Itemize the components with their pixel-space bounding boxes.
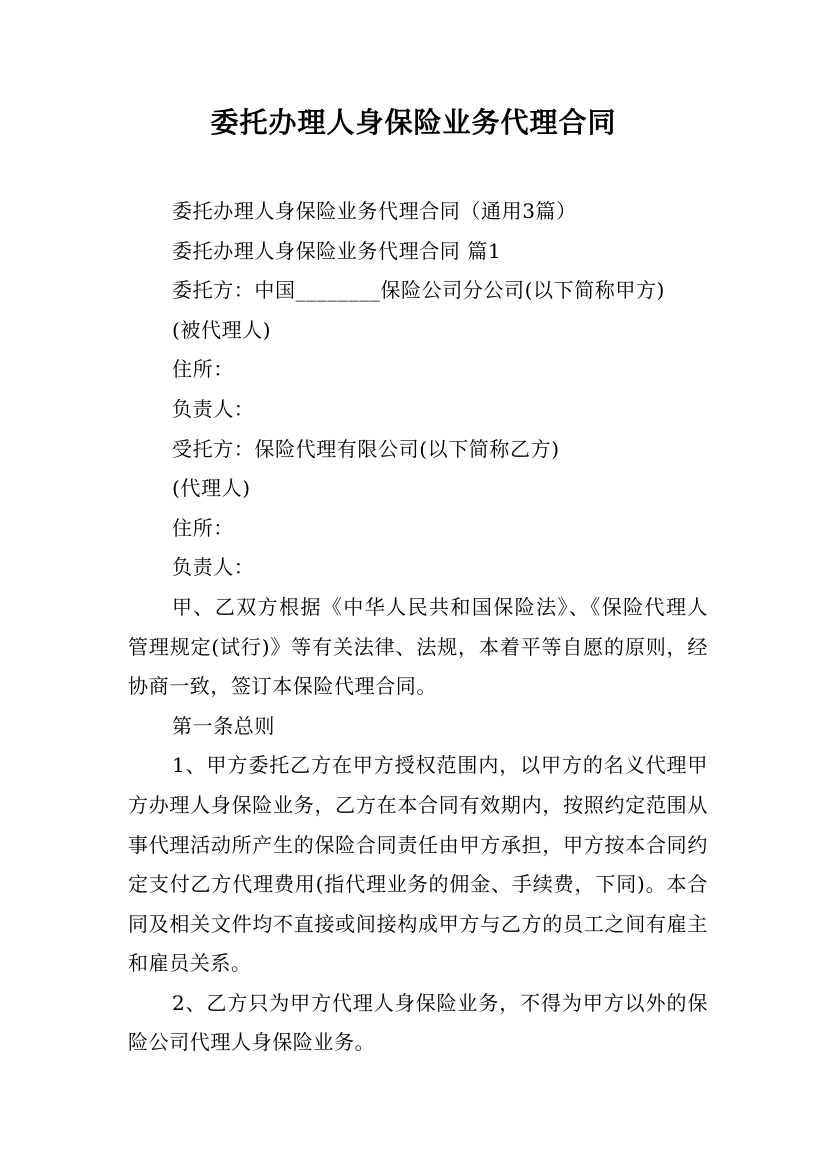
paragraph-clause-2: 2、乙方只为甲方代理人身保险业务，不得为甲方以外的保险公司代理人身保险业务。 bbox=[128, 990, 708, 1055]
paragraph-preamble: 甲、乙双方根据《中华人民共和国保险法》、《保险代理人管理规定(试行)》等有关法律、法规，本着平等自愿的原则，经协商一致，签订本保险代理合同。 bbox=[128, 594, 708, 699]
paragraph-clause-1: 1、甲方委托乙方在甲方授权范围内，以甲方的名义代理甲方办理人身保险业务，乙方在本合同有效期内，按照约定范围从事代理活动所产生的保险合同责任由甲方承担，甲方按本合同约定支付乙方代理费用(指代理业务的佣金、手续费，下同)。本合同及相关文件均不直接或间接构成甲方与乙方的员工之间有雇主和雇员关系。 bbox=[128, 753, 708, 976]
document-title: 委托办理人身保险业务代理合同 bbox=[210, 106, 617, 139]
paragraph-agent: 受托方：保险代理有限公司(以下简称乙方) bbox=[172, 436, 560, 461]
paragraph-subtitle: 委托办理人身保险业务代理合同（通用3篇） bbox=[172, 199, 577, 223]
paragraph-section-heading: 委托办理人身保险业务代理合同 篇1 bbox=[172, 238, 502, 263]
paragraph-article-one-heading: 第一条总则 bbox=[172, 713, 275, 738]
paragraph-agent-role: (代理人) bbox=[172, 476, 251, 501]
paragraph-principal-representative: 负责人： bbox=[172, 396, 255, 421]
document-body bbox=[128, 192, 708, 1063]
paragraph-principal-address: 住所： bbox=[172, 357, 234, 382]
paragraph-agent-address: 住所： bbox=[172, 515, 234, 540]
paragraph-principal: 委托方：中国________保险公司分公司(以下简称甲方) bbox=[172, 278, 666, 303]
paragraph-agent-representative: 负责人： bbox=[172, 555, 255, 580]
paragraph-principal-role: (被代理人) bbox=[172, 317, 272, 342]
